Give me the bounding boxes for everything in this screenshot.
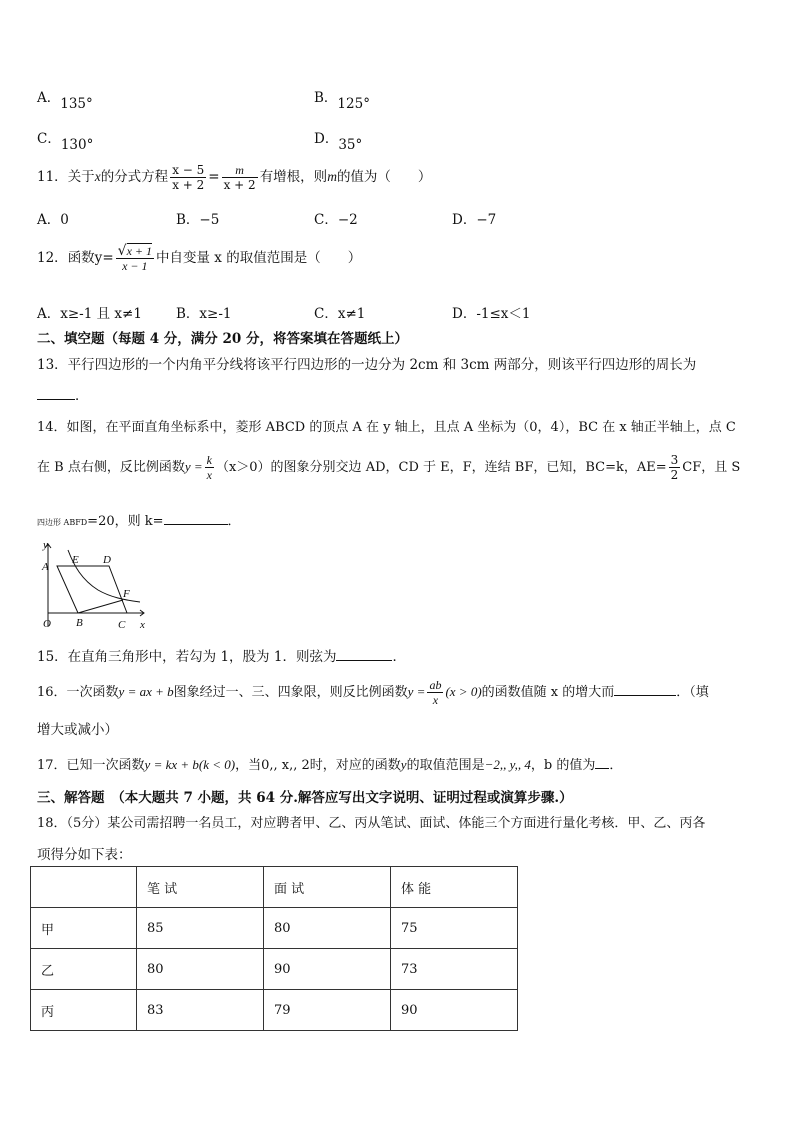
numerator: ab bbox=[429, 678, 442, 692]
option-value: 35° bbox=[338, 137, 363, 153]
subscript: 四边形 ABFD bbox=[37, 518, 88, 527]
table-header-row bbox=[31, 867, 518, 908]
q11-option-b: B．−5 bbox=[176, 212, 220, 228]
text: ，b 的值为 bbox=[530, 758, 596, 773]
answer-blank bbox=[164, 512, 228, 525]
q10-option-a bbox=[37, 86, 93, 112]
text: 的函数值随 x 的增大而 bbox=[481, 685, 615, 700]
text: ．（填 bbox=[676, 685, 709, 700]
table-cell: 90 bbox=[264, 949, 391, 990]
text: 的值为（ ） bbox=[336, 169, 432, 185]
text: 17．已知一次函数 bbox=[37, 758, 145, 773]
answer-blank bbox=[595, 756, 609, 769]
text: CF，且 S bbox=[682, 460, 741, 475]
fraction bbox=[116, 244, 154, 273]
q10-option-b bbox=[314, 86, 370, 112]
section-heading-fill-in: 二、填空题（每题 4 分，满分 20 分，将答案填在答题纸上） bbox=[37, 331, 408, 347]
sqrt-body: x + 1 bbox=[126, 244, 152, 258]
q12-option-c: C．x≠1 bbox=[314, 306, 366, 322]
option-value: 130° bbox=[60, 137, 94, 153]
text: 的分式方程 bbox=[100, 169, 169, 185]
q12-option-a: A．x≥-1 且 x≠1 bbox=[37, 306, 142, 322]
table-header bbox=[31, 867, 137, 908]
question-18-line-1: 18．（5分）某公司需招聘一名员工，对应聘者甲、乙、丙从笔试、面试、体能三个方面进行量化考核．甲、乙、丙各 bbox=[37, 816, 706, 831]
math-expr: −2,, y,, 4 bbox=[484, 757, 531, 772]
sqrt-sign: √ bbox=[117, 243, 127, 259]
denominator: x + 2 bbox=[223, 178, 256, 192]
score-table bbox=[30, 866, 518, 1031]
question-18-line-2: 项得分如下表： bbox=[37, 847, 132, 863]
table-cell: 乙 bbox=[31, 949, 137, 990]
fraction bbox=[222, 163, 258, 192]
table-row bbox=[31, 990, 518, 1031]
question-14-line-1: 14．如图，在平面直角坐标系中，菱形 ABCD 的顶点 A 在 y 轴上，且点 A 坐标为（0，4），BC 在 x 轴正半轴上，点 C bbox=[37, 420, 736, 435]
text: 的取值范围是 bbox=[406, 758, 485, 773]
math-expr: y = kx + b(k < 0) bbox=[144, 757, 236, 772]
option-label: B． bbox=[314, 90, 338, 106]
option-label: A． bbox=[37, 90, 61, 106]
label-a: A bbox=[42, 561, 49, 573]
table-row bbox=[31, 949, 518, 990]
text: 16．一次函数 bbox=[37, 685, 119, 700]
table-header: 面 试 bbox=[264, 867, 391, 908]
text: 中自变量 x 的取值范围是（ ） bbox=[156, 250, 362, 266]
table-header: 体 能 bbox=[391, 867, 518, 908]
question-number: 12． bbox=[37, 250, 68, 266]
label-c: C bbox=[118, 619, 126, 631]
question-13: 13．平行四边形的一个内角平分线将该平行四边形的一边分为 2cm 和 3cm 两部分，则该平行四边形的周长为 bbox=[37, 357, 697, 373]
label-d: D bbox=[103, 554, 111, 566]
fraction bbox=[427, 678, 443, 707]
table-cell: 90 bbox=[391, 990, 518, 1031]
table-header: 笔 试 bbox=[137, 867, 264, 908]
question-16-line-2: 增大或减小） bbox=[37, 722, 118, 738]
equals: = bbox=[208, 169, 220, 185]
table-cell: 75 bbox=[391, 908, 518, 949]
math-expr: y = ax + b bbox=[118, 684, 174, 699]
question-12 bbox=[37, 244, 361, 273]
math-var: m bbox=[327, 169, 337, 184]
q10-option-c bbox=[37, 127, 94, 153]
question-13-answer-line bbox=[37, 384, 89, 404]
text: 函数y= bbox=[67, 250, 114, 266]
question-14-line-3 bbox=[37, 510, 241, 529]
table-row bbox=[31, 908, 518, 949]
text: 关于 bbox=[67, 169, 95, 185]
option-value: 135° bbox=[60, 96, 93, 112]
label-y: y bbox=[43, 539, 48, 551]
text: ，当0,, x,, 2时，对应的函数 bbox=[235, 758, 401, 773]
option-label: C． bbox=[37, 131, 61, 147]
table-cell: 73 bbox=[391, 949, 518, 990]
question-15 bbox=[37, 645, 406, 665]
answer-blank bbox=[336, 648, 392, 661]
text: ． bbox=[392, 649, 406, 665]
question-17 bbox=[37, 754, 622, 773]
fraction bbox=[205, 453, 214, 482]
table-cell: 甲 bbox=[31, 908, 137, 949]
answer-blank bbox=[614, 683, 676, 696]
math-var: x bbox=[94, 169, 101, 184]
table-cell: 丙 bbox=[31, 990, 137, 1031]
text: 15．在直角三角形中，若勾为 1，股为 1．则弦为 bbox=[37, 649, 337, 665]
fraction bbox=[669, 453, 681, 482]
option-label: D． bbox=[314, 131, 339, 147]
q12-option-b: B．x≥-1 bbox=[176, 306, 232, 322]
denominator: x + 2 bbox=[172, 178, 205, 192]
q11-option-d: D．−7 bbox=[452, 212, 497, 228]
text: ． bbox=[227, 514, 241, 529]
question-16 bbox=[37, 678, 709, 707]
math-var: y bbox=[400, 757, 407, 772]
q10-option-d bbox=[314, 127, 363, 153]
denominator: x − 1 bbox=[116, 258, 154, 273]
numerator: 3 bbox=[670, 453, 679, 467]
text: （x＞0）的图象分别交边 AD，CD 于 E，F，连结 BF，已知，BC=k，AE= bbox=[215, 460, 667, 475]
numerator: k bbox=[206, 453, 212, 467]
question-14-line-2 bbox=[37, 453, 740, 482]
rhombus-abcd bbox=[57, 566, 127, 613]
label-o: O bbox=[43, 618, 51, 630]
text: =20，则 k= bbox=[87, 514, 164, 529]
sqrt-numerator bbox=[116, 244, 154, 258]
fraction bbox=[170, 163, 206, 192]
table-cell: 80 bbox=[264, 908, 391, 949]
denominator: x bbox=[427, 692, 443, 707]
rhombus-figure bbox=[36, 536, 148, 632]
text: 在 B 点右侧，反比例函数 bbox=[37, 460, 185, 475]
numerator: m bbox=[235, 163, 244, 177]
q11-option-a: A．0 bbox=[37, 212, 69, 228]
text: 图象经过一、三、四象限，则反比例函数 bbox=[173, 685, 408, 700]
math-expr: y = bbox=[407, 684, 426, 699]
text: ． bbox=[75, 388, 89, 404]
q12-option-d: D．-1≤x＜1 bbox=[452, 306, 531, 322]
table-cell: 83 bbox=[137, 990, 264, 1031]
table-cell: 85 bbox=[137, 908, 264, 949]
q11-option-c: C．−2 bbox=[314, 212, 358, 228]
label-e: E bbox=[72, 554, 79, 566]
segment-bf bbox=[78, 600, 123, 613]
label-b: B bbox=[76, 617, 83, 629]
table-cell: 80 bbox=[137, 949, 264, 990]
label-f: F bbox=[123, 588, 130, 600]
math-expr: (x > 0) bbox=[445, 684, 482, 699]
section-heading-solutions: 三、解答题 （本大题共 7 小题，共 64 分.解答应写出文字说明、证明过程或演算步骤.） bbox=[37, 790, 573, 806]
label-x: x bbox=[140, 619, 145, 631]
math-expr: y = bbox=[184, 459, 203, 474]
question-number: 11． bbox=[37, 169, 68, 185]
option-value: 125° bbox=[337, 96, 370, 112]
text: ． bbox=[609, 758, 623, 773]
denominator: x bbox=[206, 468, 212, 482]
text: 有增根，则 bbox=[259, 169, 328, 185]
question-11 bbox=[37, 163, 431, 192]
table-cell: 79 bbox=[264, 990, 391, 1031]
answer-blank bbox=[37, 387, 75, 400]
denominator: 2 bbox=[670, 468, 679, 482]
numerator: x − 5 bbox=[172, 163, 205, 177]
